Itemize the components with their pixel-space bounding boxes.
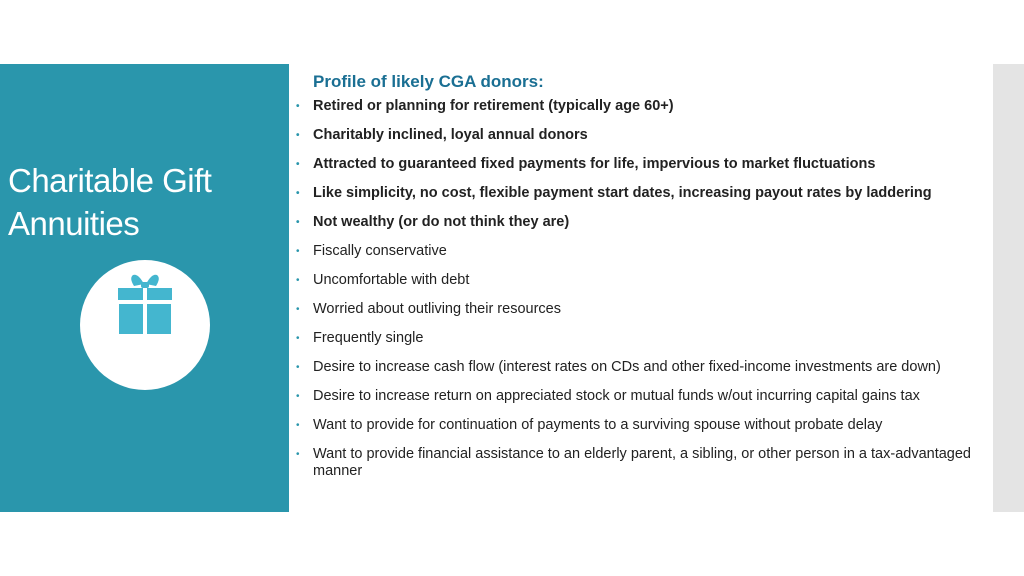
decorative-side-strip xyxy=(993,64,1024,512)
bullet-icon: • xyxy=(296,304,300,315)
list-item-text: Desire to increase cash flow (interest rates on CDs and other fixed-income investments are down) xyxy=(313,359,941,375)
icon-badge xyxy=(80,260,210,390)
bullet-icon: • xyxy=(296,130,300,141)
gift-icon xyxy=(80,260,210,390)
list-item-text: Desire to increase return on appreciated stock or mutual funds w/out incurring capital gains tax xyxy=(313,388,920,404)
list-item xyxy=(296,446,986,480)
list-item-text: Like simplicity, no cost, flexible payment start dates, increasing payout rates by laddering xyxy=(313,185,932,201)
bullet-icon: • xyxy=(296,246,300,257)
bullet-icon: • xyxy=(296,275,300,286)
list-item xyxy=(296,243,986,260)
list-item-text: Frequently single xyxy=(313,330,424,346)
bullet-icon: • xyxy=(296,333,300,344)
list-item-text: Attracted to guaranteed fixed payments for life, impervious to market fluctuations xyxy=(313,156,876,172)
bullet-icon: • xyxy=(296,188,300,199)
bullet-icon: • xyxy=(296,362,300,373)
list-item-text: Uncomfortable with debt xyxy=(313,272,470,288)
list-item-text: Charitably inclined, loyal annual donors xyxy=(313,127,588,143)
content-area xyxy=(296,70,986,492)
bullet-icon: • xyxy=(296,217,300,228)
list-item xyxy=(296,359,986,376)
list-item xyxy=(296,301,986,318)
bullet-icon: • xyxy=(296,101,300,112)
slide-title: Charitable Gift Annuities xyxy=(8,162,212,242)
list-item xyxy=(296,388,986,405)
list-item-text: Fiscally conservative xyxy=(313,243,447,259)
list-item xyxy=(296,127,986,144)
section-subtitle: Profile of likely CGA donors: xyxy=(313,72,544,91)
list-item xyxy=(296,214,986,231)
list-item-text: Want to provide financial assistance to an elderly parent, a sibling, or other person in a tax-advantaged manner xyxy=(313,446,971,479)
list-item xyxy=(296,330,986,347)
list-item xyxy=(296,185,986,202)
title-panel xyxy=(0,64,289,512)
bullet-list xyxy=(296,98,986,480)
list-item xyxy=(296,272,986,289)
list-item-text: Worried about outliving their resources xyxy=(313,301,561,317)
bullet-icon: • xyxy=(296,420,300,431)
list-item-text: Retired or planning for retirement (typically age 60+) xyxy=(313,98,674,114)
list-item-text: Want to provide for continuation of payments to a surviving spouse without probate delay xyxy=(313,417,883,433)
list-item xyxy=(296,417,986,434)
list-item xyxy=(296,98,986,115)
bullet-icon: • xyxy=(296,449,300,460)
list-item-text: Not wealthy (or do not think they are) xyxy=(313,214,570,230)
list-item xyxy=(296,156,986,173)
bullet-icon: • xyxy=(296,391,300,402)
bullet-icon: • xyxy=(296,159,300,170)
